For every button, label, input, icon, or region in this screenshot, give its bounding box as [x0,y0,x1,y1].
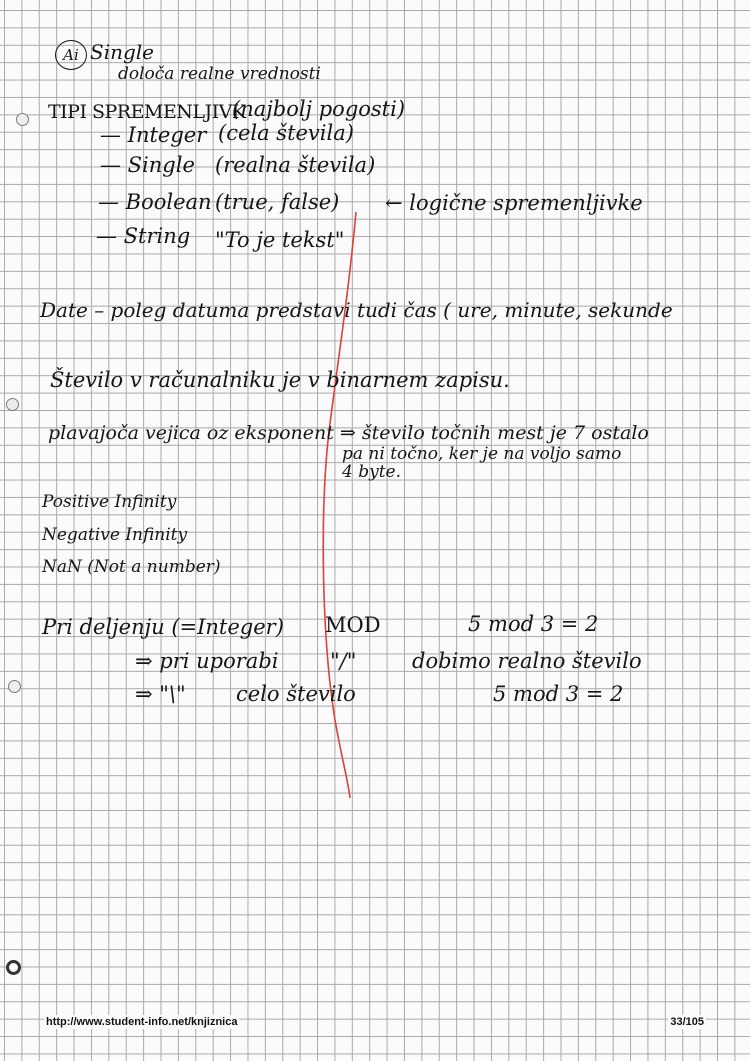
punch-hole-2 [6,398,19,411]
division-sub-1: ⇒ pri uporabi [135,649,279,673]
mod-label: MOD [325,613,381,637]
boolean-note: ← logične spremenljivke [385,191,643,215]
type-item-string-desc: "To je tekst" [215,228,345,252]
punch-hole-3 [8,680,21,693]
type-item-boolean-desc: (true, false) [215,190,340,214]
division-sub-1-operator: "/" [330,649,357,673]
date-line: Date – poleg datuma predstavi tudi čas ( ure, minute, sekunde [40,298,673,322]
footer-url: http://www.student-info.net/knjiznica [46,1016,238,1028]
punch-hole-4 [6,960,21,975]
section-label: Ai [63,46,79,64]
binary-line: Število v računalniku je v binarnem zapisu. [50,368,510,392]
type-item-single-desc: (realna števila) [215,153,376,177]
section-label-circle [55,40,87,70]
type-item-boolean: — Boolean [98,190,212,214]
single-title: Single [90,40,155,64]
types-heading: TIPI SPREMENLJIVK [48,101,246,123]
division-line: Pri deljenju (=Integer) [42,615,284,639]
type-item-integer: — Integer [100,123,207,147]
mod-example-2: 5 mod 3 = 2 [493,682,624,706]
type-item-string: — String [96,224,191,248]
float-line: plavajoča vejica oz eksponent ⇒ število točnih mest je 7 ostalo [48,422,649,444]
types-note: (najbolj pogosti) [232,97,406,121]
punch-hole-1 [16,113,29,126]
type-item-integer-desc: (cela števila) [218,121,354,145]
mod-example: 5 mod 3 = 2 [468,612,599,636]
single-description: določa realne vrednosti [118,64,321,84]
float-line-3: 4 byte. [342,462,402,482]
float-line-2: pa ni točno, ker je na voljo samo [342,444,622,464]
division-sub-1-result: dobimo realno število [412,649,642,673]
division-sub-2: ⇒ "\" [135,682,186,706]
special-value-nan: NaN (Not a number) [42,557,221,577]
footer-page-number: 33/105 [670,1016,704,1028]
type-item-single: — Single [100,153,195,177]
special-value-positive-infinity: Positive Infinity [42,492,177,512]
division-sub-2-result: celo število [236,682,356,706]
special-value-negative-infinity: Negative Infinity [42,525,188,545]
